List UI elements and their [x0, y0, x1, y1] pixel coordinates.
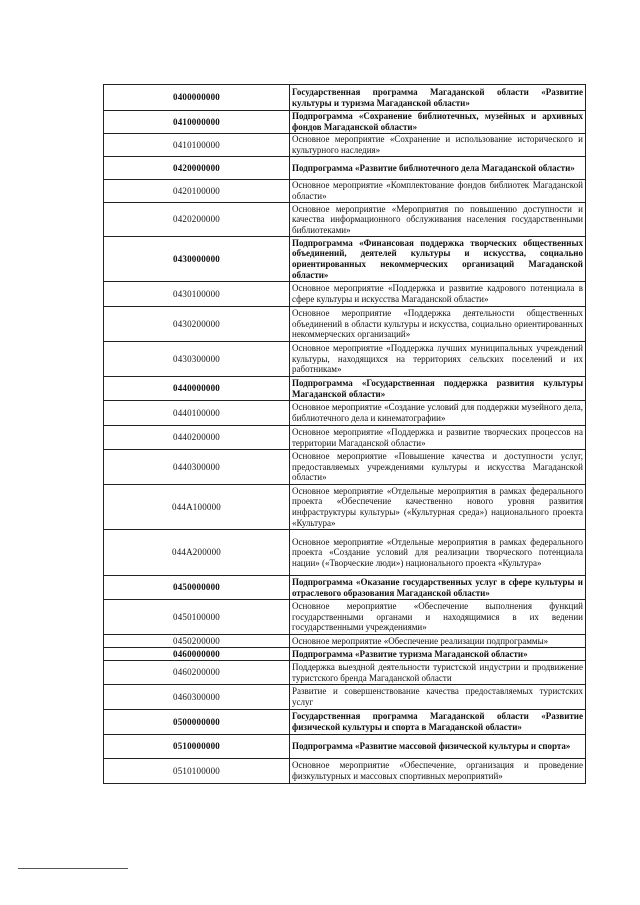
row-code-cell: 0440200000: [104, 426, 290, 450]
table-row: [104, 600, 586, 635]
table-row: [104, 180, 586, 203]
table-row: [104, 485, 586, 530]
row-name-cell: Основное мероприятие «Отдельные мероприятия в рамках федерального проекта «Обеспечение качественно нового уровня развития инфраструктуры культуры» («Культурная среда») национального проекта «Культура»: [290, 485, 586, 530]
table-row: [104, 282, 586, 307]
row-name-cell: Государственная программа Магаданской области «Развитие культуры и туризма Магаданской области»: [290, 85, 586, 111]
row-name-cell: Подпрограмма «Государственная поддержка развития культуры Магаданской области»: [290, 377, 586, 401]
table-row: [104, 342, 586, 377]
row-code-cell: 0400000000: [104, 85, 290, 111]
row-name-cell: Подпрограмма «Развитие массовой физической культуры и спорта»: [290, 735, 586, 759]
row-code-cell: 0420200000: [104, 203, 290, 237]
row-code-cell: 0410000000: [104, 111, 290, 134]
row-name-cell: Развитие и совершенствование качества предоставляемых туристских услуг: [290, 685, 586, 710]
table-row: [104, 661, 586, 685]
table-row: [104, 307, 586, 342]
row-code-cell: 0450000000: [104, 576, 290, 600]
table-row: [104, 710, 586, 735]
row-code-cell: 0420000000: [104, 157, 290, 180]
row-name-cell: Основное мероприятие «Повышение качества и доступности услуг, предоставляемых учреждениями культуры и искусства Магаданской области»: [290, 450, 586, 485]
table-row: [104, 648, 586, 661]
row-name-cell: Подпрограмма «Сохранение библиотечных, музейных и архивных фондов Магаданской области»: [290, 111, 586, 134]
table-row: [104, 377, 586, 401]
row-name-cell: Подпрограмма «Финансовая поддержка творческих общественных объединений, деятелей культуры и искусства, социально ориентированных некоммерческих организаций Магаданской области»: [290, 237, 586, 282]
row-name-cell: Подпрограмма «Развитие туризма Магаданской области»: [290, 648, 586, 661]
table-row: [104, 735, 586, 759]
budget-classification-table: [103, 84, 586, 784]
row-code-cell: 044A100000: [104, 485, 290, 530]
table-row: [104, 203, 586, 237]
row-code-cell: 0450100000: [104, 600, 290, 635]
row-name-cell: Поддержка выездной деятельности туристской индустрии и продвижение туристского бренда Магаданской области: [290, 661, 586, 685]
table-body: [104, 85, 586, 784]
row-name-cell: Подпрограмма «Оказание государственных услуг в сфере культуры и отраслевого образования Магаданской области»: [290, 576, 586, 600]
row-code-cell: 0430100000: [104, 282, 290, 307]
table-row: [104, 530, 586, 576]
row-code-cell: 044A200000: [104, 530, 290, 576]
row-code-cell: 0510100000: [104, 759, 290, 784]
row-name-cell: Основное мероприятие «Создание условий для поддержки музейного дела, библиотечного дела и кинематографии»: [290, 401, 586, 426]
row-code-cell: 0450200000: [104, 635, 290, 648]
row-code-cell: 0510000000: [104, 735, 290, 759]
row-code-cell: 0440000000: [104, 377, 290, 401]
table-row: [104, 85, 586, 111]
row-name-cell: Основное мероприятие «Поддержка и развитие кадрового потенциала в сфере культуры и искусства Магаданской области»: [290, 282, 586, 307]
row-name-cell: Основное мероприятие «Мероприятия по повышению доступности и качества информационного обслуживания населения государственными библиотеками»: [290, 203, 586, 237]
row-name-cell: Основное мероприятие «Поддержка деятельности общественных объединений в области культуры и искусства, социально ориентированных некоммерческих организаций»: [290, 307, 586, 342]
row-name-cell: Основное мероприятие «Обеспечение, организация и проведение физкультурных и массовых спортивных мероприятий»: [290, 759, 586, 784]
row-name-cell: Основное мероприятие «Обеспечение реализации подпрограммы»: [290, 635, 586, 648]
table-row: [104, 685, 586, 710]
row-name-cell: Основное мероприятие «Поддержка и развитие творческих процессов на территории Магаданской области»: [290, 426, 586, 450]
row-name-cell: Основное мероприятие «Поддержка лучших муниципальных учреждений культуры, находящихся на территориях сельских поселений и их работникам»: [290, 342, 586, 377]
table-row: [104, 635, 586, 648]
table-row: [104, 157, 586, 180]
table-row: [104, 237, 586, 282]
row-code-cell: 0430300000: [104, 342, 290, 377]
row-code-cell: 0430200000: [104, 307, 290, 342]
row-name-cell: Подпрограмма «Развитие библиотечного дела Магаданской области»: [290, 157, 586, 180]
table-row: [104, 450, 586, 485]
row-name-cell: Основное мероприятие «Обеспечение выполнения функций государственными органами и находящимися в их ведении государственными учреждениями»: [290, 600, 586, 635]
row-code-cell: 0430000000: [104, 237, 290, 282]
row-code-cell: 0500000000: [104, 710, 290, 735]
table-row: [104, 111, 586, 134]
footer-rule: [18, 868, 128, 869]
row-name-cell: Государственная программа Магаданской области «Развитие физической культуры и спорта в Магаданской области»: [290, 710, 586, 735]
row-code-cell: 0440300000: [104, 450, 290, 485]
row-code-cell: 0410100000: [104, 134, 290, 157]
row-code-cell: 0460300000: [104, 685, 290, 710]
row-name-cell: Основное мероприятие «Сохранение и использование исторического и культурного наследия»: [290, 134, 586, 157]
row-code-cell: 0420100000: [104, 180, 290, 203]
table-row: [104, 401, 586, 426]
row-name-cell: Основное мероприятие «Комплектование фондов библиотек Магаданской области»: [290, 180, 586, 203]
row-code-cell: 0460000000: [104, 648, 290, 661]
row-name-cell: Основное мероприятие «Отдельные мероприятия в рамках федерального проекта «Создание условий для реализации творческого потенциала нации» («Творческие люди») национального проекта «Культура»: [290, 530, 586, 576]
row-code-cell: 0440100000: [104, 401, 290, 426]
table-row: [104, 134, 586, 157]
table-row: [104, 426, 586, 450]
table-row: [104, 576, 586, 600]
table-row: [104, 759, 586, 784]
row-code-cell: 0460200000: [104, 661, 290, 685]
